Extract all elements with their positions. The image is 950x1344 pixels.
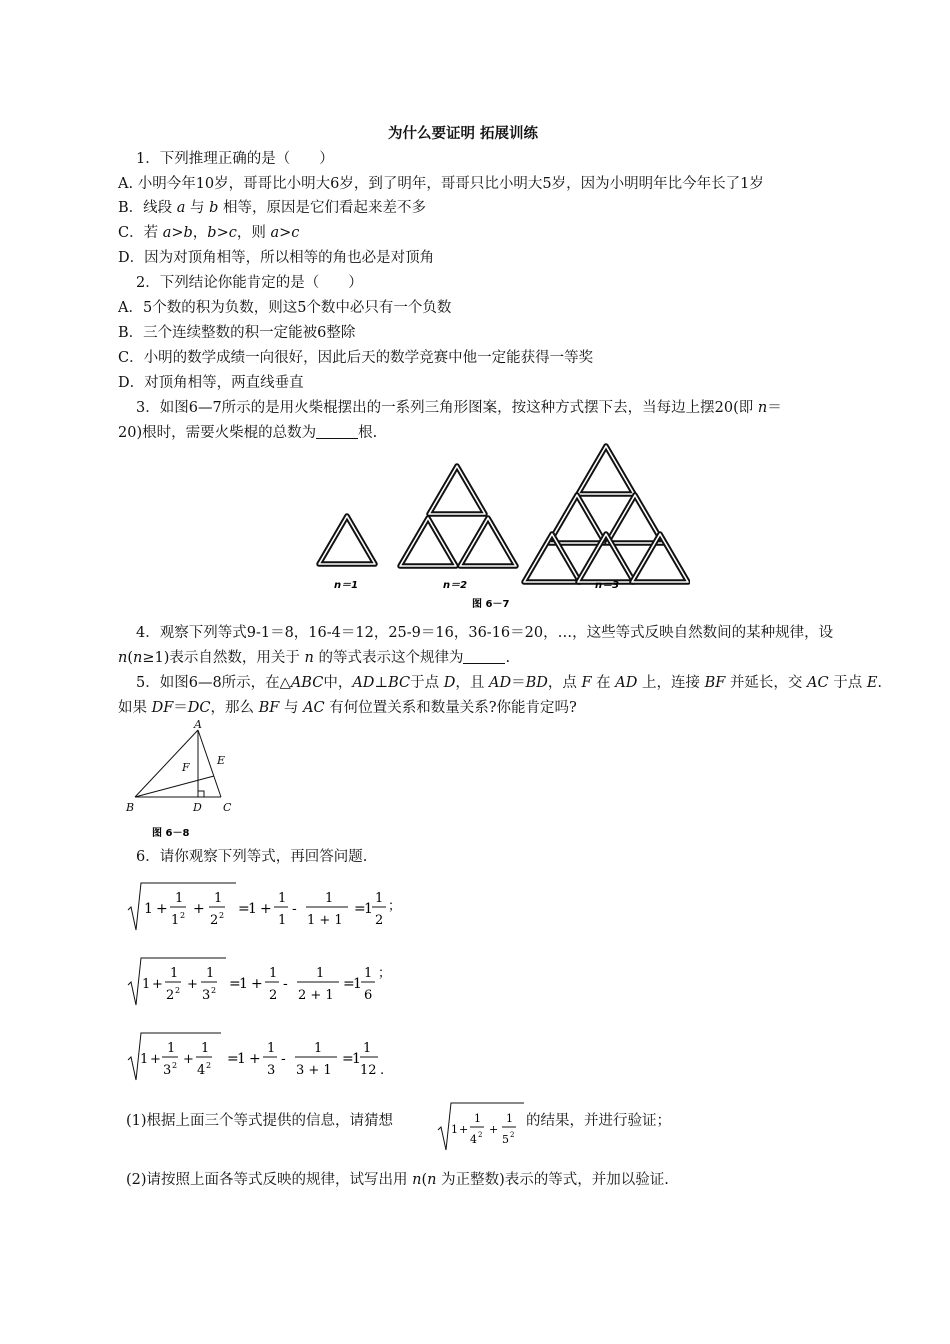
q4-end: . (505, 650, 511, 666)
eq1-r2: 1 (325, 891, 334, 906)
q5-v: AD (352, 675, 375, 691)
eq2-r3: 2 (269, 988, 278, 1003)
eq3-a: 1 (140, 1052, 149, 1067)
q3-line1-n: n (757, 400, 768, 416)
eq2-d1: 2 (166, 988, 175, 1003)
sub1-d1: 4 (470, 1133, 477, 1146)
q5-t: 并延长，交 (725, 675, 808, 691)
eq1-end: ； (388, 899, 402, 914)
q5-line2 (118, 701, 577, 716)
eq1-r3: 1 (278, 913, 287, 928)
eq2-r4: 2 + 1 (298, 988, 334, 1003)
svg-text:-: - (283, 976, 288, 992)
q5-v: BC (388, 675, 411, 691)
svg-text:+: + (251, 976, 263, 992)
eq3-e1: 2 (172, 1061, 178, 1070)
q5-t: ＝ (173, 700, 188, 716)
q6-sub2-post: 为正整数)表示的等式，并加以验证. (436, 1172, 669, 1188)
q5-t: 5．如图6—8所示，在△ (136, 675, 291, 691)
q1-b-pre: B．线段 (118, 200, 177, 216)
q1-c-expr3: a>c (270, 225, 300, 241)
svg-text:=: = (342, 1051, 354, 1067)
q6-sub2-a: ( (421, 1172, 428, 1188)
q5-v: BF (258, 700, 280, 716)
q4-answer-blank[interactable] (463, 663, 505, 664)
eq1-r1: 1 (248, 901, 257, 917)
q1-option-b (118, 201, 426, 216)
eq2-d2: 3 (202, 988, 211, 1003)
equation-1 (126, 880, 426, 932)
equation-3 (126, 1030, 426, 1082)
q1-b-mid: 与 (185, 200, 210, 216)
sub1-e2: 2 (510, 1131, 515, 1139)
eq2-r6: 1 (364, 966, 373, 981)
svg-text:+: + (183, 1052, 194, 1067)
figure-6-7 (300, 440, 690, 615)
q1-option-a: A. 小明今年10岁，哥哥比小明大6岁，到了明年，哥哥只比小明大5岁，因为小明明年比今年长了1岁 (118, 176, 764, 192)
eq1-d1: 1 (171, 913, 180, 928)
q5-t: ⊥ (374, 675, 389, 691)
q1-c-expr1: a>b (162, 225, 193, 241)
point-e: E (217, 754, 226, 767)
eq3-end: . (380, 1063, 385, 1078)
eq2-r2: 1 (316, 966, 325, 981)
q2-option-c: C．小明的数学成绩一向很好，因此后天的数学竞赛中他一定能获得一等奖 (118, 350, 594, 366)
q4-c: 的等式表示这个规律为 (313, 650, 464, 666)
eq1-r4: 1 + 1 (307, 913, 343, 928)
svg-text:=: = (227, 1051, 239, 1067)
svg-text:+: + (193, 901, 205, 917)
q5-t: 在 (591, 675, 616, 691)
svg-text:1: 1 (175, 891, 184, 906)
pattern-n2 (400, 466, 516, 566)
svg-text:1: 1 (269, 966, 278, 981)
q5-v: BF (704, 675, 726, 691)
svg-text:=: = (354, 901, 366, 917)
svg-text:-: - (292, 901, 297, 917)
segment-be (135, 776, 214, 797)
q5-v: F (581, 675, 592, 691)
q1-c-pre: C．若 (118, 225, 163, 241)
svg-text:1: 1 (170, 966, 179, 981)
q1-option-c (118, 226, 299, 241)
fig67-label-n1: n＝1 (334, 580, 359, 591)
q6-stem: 6．请你观察下列等式，再回答问题. (136, 849, 368, 865)
eq1-a: 1 (144, 901, 153, 917)
pattern-n3 (524, 446, 688, 582)
eq1-e2: 2 (219, 911, 225, 920)
q4-a: ( (127, 650, 134, 666)
q6-sub2 (126, 1173, 669, 1188)
svg-text:1: 1 (474, 1112, 481, 1125)
q4-line2 (118, 651, 510, 666)
q5-v: E (866, 675, 878, 691)
pattern-n1 (319, 516, 375, 564)
fig68-caption: 图 6－8 (152, 828, 190, 839)
equation-2 (126, 955, 426, 1007)
eq3-e2: 2 (206, 1061, 212, 1070)
eq3-d1: 3 (163, 1063, 172, 1078)
q2-option-a: A．5个数的积为负数，则这5个数中必只有一个负数 (118, 300, 452, 316)
q4-line1: 4．观察下列等式9-1＝8，16-4＝12，25-9＝16，36-16＝20，…，这些等式反映自然数间的某种规律，设 (136, 625, 834, 641)
q6-sub2-n: n (412, 1172, 422, 1188)
q1-c-expr2: b>c (207, 225, 237, 241)
q5-t: 与 (279, 700, 304, 716)
q5-t: 上，连接 (637, 675, 705, 691)
eq2-a: 1 (142, 977, 151, 992)
q5-t: 于点 (410, 675, 444, 691)
q5-v: D (443, 675, 456, 691)
q1-option-d: D．因为对顶角相等，所以相等的角也必是对顶角 (118, 250, 435, 266)
q5-t: 于点 (828, 675, 867, 691)
eq1-d2: 2 (210, 913, 219, 928)
eq2-e1: 2 (175, 986, 181, 995)
svg-text:1: 1 (506, 1112, 513, 1125)
q1-c-sep2: ，则 (236, 225, 271, 241)
eq1-e1: 2 (180, 911, 186, 920)
q3-line2 (118, 426, 377, 441)
eq3-r3: 3 (267, 1063, 276, 1078)
svg-text:1: 1 (267, 1041, 276, 1056)
svg-text:=: = (238, 901, 250, 917)
eq3-r7: 12 (360, 1063, 377, 1078)
eq2-r5: 1 (353, 976, 362, 992)
q5-v: ABC (290, 675, 324, 691)
svg-text:1: 1 (206, 966, 215, 981)
figure-6-8 (118, 718, 248, 843)
fig67-caption: 图 6－7 (472, 599, 510, 610)
q4-n2: n (133, 650, 143, 666)
q5-t: . (877, 675, 883, 691)
eq3-r5: 1 (352, 1051, 361, 1067)
q6-sub1-post: 的结果，并进行验证； (526, 1113, 671, 1129)
q1-b-b: b (209, 200, 219, 216)
q2-option-b: B．三个连续整数的积一定能被6整除 (118, 325, 356, 341)
q1-c-sep1: ， (192, 225, 208, 241)
eq2-e2: 2 (211, 986, 217, 995)
eq1-r6: 1 (375, 891, 384, 906)
q3-line2-pre: 20)根时，需要火柴棍的总数为 (118, 425, 317, 441)
eq2-r7: 6 (364, 988, 373, 1003)
q6-sub2-n2: n (427, 1172, 437, 1188)
q5-t: ，且 (455, 675, 489, 691)
q3-line1-post: ＝ (767, 400, 782, 416)
eq1-r7: 2 (375, 913, 384, 928)
eq3-r4: 3 + 1 (296, 1063, 332, 1078)
q5-line1 (136, 676, 882, 691)
eq3-r1: 1 (237, 1051, 246, 1067)
svg-text:+: + (260, 901, 272, 917)
q5-t: 如果 (118, 700, 152, 716)
svg-text:1: 1 (451, 1123, 458, 1136)
q2-option-d: D．对顶角相等，两直线垂直 (118, 375, 304, 391)
svg-text:-: - (281, 1051, 286, 1067)
eq3-d2: 4 (197, 1063, 206, 1078)
q4-n3: n (304, 650, 314, 666)
q3-answer-blank[interactable] (316, 438, 358, 439)
right-angle-mark (198, 791, 204, 797)
fig67-label-n2: n＝2 (443, 580, 468, 591)
q5-v: BD (525, 675, 548, 691)
svg-text:=: = (229, 976, 241, 992)
point-a: A (194, 718, 202, 731)
q5-t: 有何位置关系和数量关系?你能肯定吗? (324, 700, 577, 716)
fig67-label-n3: n＝3 (595, 580, 620, 591)
svg-text:+: + (249, 1051, 261, 1067)
point-f: F (182, 761, 190, 774)
svg-text:+: + (187, 977, 198, 992)
page-title: 为什么要证明 拓展训练 (388, 126, 539, 142)
q5-v: DC (187, 700, 211, 716)
q5-t: ，那么 (210, 700, 259, 716)
svg-text:1: 1 (167, 1041, 176, 1056)
sub1-e1: 2 (478, 1131, 483, 1139)
eq3-r2: 1 (314, 1041, 323, 1056)
q5-v: DF (151, 700, 174, 716)
q5-v: AD (615, 675, 638, 691)
q3-line1-pre: 3．如图6—7所示的是用火柴棍摆出的一系列三角形图案，按这种方式摆下去，当每边上摆20(即 (136, 400, 758, 416)
eq2-r1: 1 (239, 976, 248, 992)
svg-text:+: + (489, 1123, 499, 1136)
q4-b: ≥1)表示自然数，用关于 (142, 650, 305, 666)
q5-t: ＝ (511, 675, 526, 691)
point-c: C (223, 801, 232, 814)
q1-stem: 1．下列推理正确的是（ ） (136, 151, 334, 167)
q1-b-a: a (176, 200, 186, 216)
svg-text:+: + (156, 901, 168, 917)
q5-t: ，点 (547, 675, 582, 691)
q6-sub1-pre: (1)根据上面三个等式提供的信息，请猜想 (126, 1113, 394, 1129)
sub1-d2: 5 (502, 1133, 509, 1146)
q5-v: AD (488, 675, 512, 691)
sub1-equation (436, 1100, 528, 1152)
svg-text:1: 1 (278, 891, 287, 906)
q5-v: AC (303, 700, 325, 716)
eq2-end: ； (378, 966, 392, 981)
point-b: B (126, 801, 135, 814)
q3-line1 (136, 401, 782, 416)
svg-text:+: + (459, 1123, 469, 1136)
q4-n1: n (118, 650, 128, 666)
q2-stem: 2．下列结论你能肯定的是（ ） (136, 275, 363, 291)
q3-line2-post: 根. (358, 425, 378, 441)
svg-text:+: + (150, 1052, 161, 1067)
svg-text:+: + (152, 977, 163, 992)
q5-t: 中， (323, 675, 353, 691)
q5-v: AC (807, 675, 829, 691)
eq1-r5: 1 (364, 901, 373, 917)
point-d: D (193, 801, 202, 814)
q6-sub2-pre: (2)请按照上面各等式反映的规律，试写出用 (126, 1172, 413, 1188)
svg-text:1: 1 (214, 891, 223, 906)
svg-text:=: = (343, 976, 355, 992)
q1-b-post: 相等，原因是它们看起来差不多 (218, 200, 427, 216)
svg-text:1: 1 (201, 1041, 210, 1056)
eq3-r6: 1 (363, 1041, 372, 1056)
